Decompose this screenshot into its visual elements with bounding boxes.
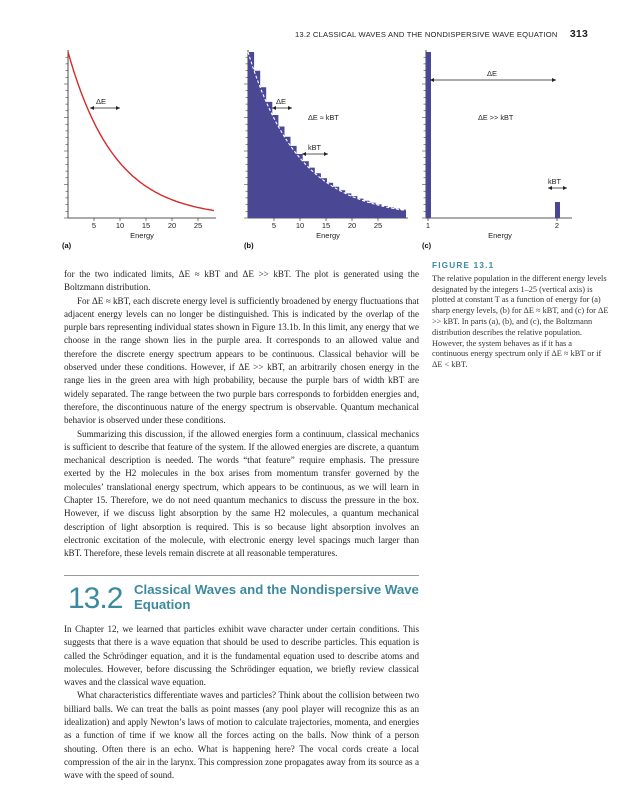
panel-c-annotation-delta-e-much-greater: ΔE >> kBT <box>478 113 514 122</box>
running-head <box>295 28 588 40</box>
x-tick-label: 25 <box>193 221 203 230</box>
panel-a-boltzmann-curve <box>68 52 214 211</box>
panel-b-x-ticks <box>272 218 382 230</box>
x-tick-label: 5 <box>271 221 277 230</box>
panel-c-label: (c) <box>422 241 432 250</box>
panel-b-kbt-marker <box>302 152 328 156</box>
x-tick-label: 25 <box>373 221 383 230</box>
panel-b-x-label: Energy <box>316 231 340 240</box>
paragraph-energy-broadening: For ΔE ≈ kBT, each discrete energy level is sufficiently broadened by energy fluctuations that adjacent energy levels can no longer be distinguished. This is indicated by the overlap of the purple bars representing individual states shown in Figure 13.1b. In this limit, any energy that we choose in the range shown lies in the purple area. It corresponds to an allowed value and therefore the discrete energy spectrum appears to be continuous. Classical behavior will be observed under these conditions. However, if ΔE >> kBT, an arbitrarily chosen energy in the range lies in the green area with high probability, because the purple bars of width kBT are widely separated. The range between the two purple bars corresponds to forbidden energies and, therefore, the discontinuous nature of the energy spectrum is observable. Quantum mechanical behavior is observed under these conditions. <box>64 295 419 426</box>
paragraph-summary: Summarizing this discussion, if the allowed energies form a continuum, classical mechanics is sufficient to describe that feature of the system. If the allowed energies are discrete, a quantum mechanical description is needed. The words “that feature” require emphasis. The pressure exerted by the H2 molecules in the box arises from momentum transfer governed by the molecules’ translational energy spectrum, which appears to be continuous, as we will learn in Chapter 15. Therefore, we do not need quantum mechanics to discuss the pressure in the box. However, if we discuss light absorption by the same H2 molecules, a quantum mechanical description of light absorption is required. This is so because light absorption involves an electronic excitation of the molecule, with electronic energy level spacings much larger than kBT. Therefore, these levels remain discrete at all reasonable temperatures. <box>64 428 419 559</box>
x-tick-label: 20 <box>167 221 177 230</box>
body-text-top <box>64 268 419 561</box>
caption-body: The relative population in the different energy levels designated by the integers 1–25 (vertical axis) is plotted at constant T as a function of energy for (a) sharp energy levels, (b) for ΔE ≈ kBT, and (c) for ΔE >> kBT. In parts (a), (b), and (c), the Boltzmann distribution describes the relative population. However, the system behaves as if it has a continuous energy spectrum only if ΔE ≈ kBT or if ΔE < kBT. <box>432 273 609 370</box>
panel-b-y-ticks <box>244 57 248 218</box>
panel-c-annotation-kbt: kBT <box>548 177 561 186</box>
panel-c-bar-level-2 <box>555 202 560 218</box>
panel-c <box>422 50 572 240</box>
panel-c-kbt-marker <box>548 186 567 190</box>
panel-b-overlapping-bars <box>248 52 406 218</box>
panel-c-x-label: Energy <box>488 231 512 240</box>
panel-c-y-ticks <box>422 57 426 218</box>
panel-c-bar-level-1 <box>426 52 431 218</box>
figure-13-1 <box>58 40 598 252</box>
panel-c-delta-e-marker <box>430 78 556 82</box>
x-tick-label: 15 <box>321 221 331 230</box>
panel-b-annotation-kbt: kBT <box>308 143 321 152</box>
x-tick-label: 10 <box>115 221 125 230</box>
caption-title: FIGURE 13.1 <box>432 261 495 270</box>
figure-plots <box>58 40 598 252</box>
panel-a-delta-e-marker <box>90 106 120 110</box>
panel-b-label: (b) <box>244 241 254 250</box>
body-text-bottom <box>64 623 419 783</box>
panel-a-x-ticks <box>92 218 202 230</box>
panel-c-annotation-delta-e: ΔE <box>486 69 498 78</box>
x-tick-label: 5 <box>91 221 97 230</box>
panel-c-x-tick-label-2: 2 <box>554 221 560 230</box>
panel-a <box>64 50 216 240</box>
x-tick-label: 10 <box>295 221 305 230</box>
section-title: Classical Waves and the Nondispersive Wave Equation <box>134 582 419 612</box>
paragraph-schrodinger-intro: In Chapter 12, we learned that particles exhibit wave character under certain conditions. This suggests that there is a wave equation that should be used to describe particles. This equation is called the Schrödinger equation, and it is the fundamental equation used to describe atoms and molecules. However, before discussing the Schrödinger equation, we briefly review classical waves and the classical wave equation. <box>64 624 419 688</box>
panel-b-annotation-delta-e: ΔE <box>276 97 287 106</box>
x-tick-label: 15 <box>141 221 151 230</box>
paragraph-waves-vs-particles: What characteristics differentiate waves and particles? Think about the collision between two billiard balls. We can treat the balls as point masses (any pool player will recognize this as an idealization) and apply Newton’s laws of motion to calculate trajectories, momenta, and energies as a function of time if we know all the forces acting on the balls. Now think of a person shouting. Often there is an echo. What is happening here? The vocal cords create a local compression of the air in the larynx. This compression zone propagates away from its source as a wave with the speed of sound. <box>64 690 419 781</box>
x-tick-label: 20 <box>347 221 357 230</box>
panel-a-y-ticks <box>64 57 68 218</box>
page-number: 313 <box>569 28 588 40</box>
paragraph-continuation: for the two indicated limits, ΔE ≈ kBT and ΔE >> kBT. The plot is generated using the Boltzmann distribution. <box>64 269 419 293</box>
panel-b <box>244 50 408 240</box>
panel-c-x-tick-label-1: 1 <box>425 221 431 230</box>
panel-b-delta-e-marker <box>272 106 292 110</box>
panel-a-annotation-delta-e: ΔE <box>96 97 107 106</box>
section-heading <box>64 575 419 619</box>
running-head-text: 13.2 CLASSICAL WAVES AND THE NONDISPERSIVE WAVE EQUATION <box>295 30 558 39</box>
panel-b-annotation-delta-e-approx: ΔE ≈ kBT <box>308 113 339 122</box>
section-number: 13.2 <box>68 582 123 615</box>
figure-caption <box>432 261 610 371</box>
panel-a-label: (a) <box>62 241 72 250</box>
panel-a-x-label: Energy <box>130 231 154 240</box>
